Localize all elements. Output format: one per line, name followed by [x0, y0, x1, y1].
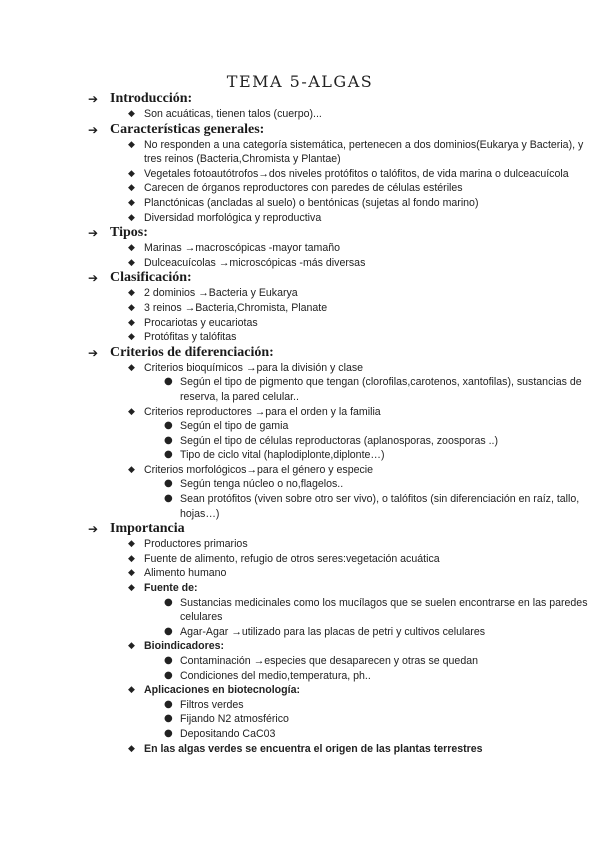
- sub-list-item-text: Según el tipo de gamia: [180, 420, 289, 433]
- section-heading: [88, 225, 588, 241]
- sub-list-item-text: Sustancias medicinales como los mucílagos que se suelen encontrarse en las paredes celulares: [180, 596, 588, 624]
- sub-list-item: [164, 434, 588, 449]
- sub-list-item: [164, 727, 588, 742]
- list-item: [128, 138, 588, 167]
- document-title: TEMA 5-ALGAS: [226, 72, 374, 91]
- list-item-text: 2 dominios →Bacteria y Eukarya: [144, 287, 298, 300]
- sub-list-item: [164, 698, 588, 713]
- sub-list: [144, 698, 588, 742]
- diamond-bullet-icon: ◆: [128, 317, 135, 328]
- sub-list-item: [164, 448, 588, 463]
- bullet-list: [88, 537, 588, 756]
- diamond-bullet-icon: ◆: [128, 539, 135, 550]
- sub-list-item: [164, 625, 588, 640]
- sub-list-item: [164, 477, 588, 492]
- list-item: [128, 316, 588, 331]
- sub-list-item-text: Según el tipo de células reproductoras (aplanosporas, zoosporas ..): [180, 434, 498, 447]
- list-item-text: Criterios reproductores →para el orden y la familia: [144, 405, 381, 418]
- section-heading-text: Criterios de diferenciación:: [110, 344, 274, 360]
- list-item: [128, 537, 588, 552]
- bullet-list: [88, 138, 588, 226]
- diamond-bullet-icon: ◆: [128, 197, 135, 208]
- list-item-text: No responden a una categoría sistemática, pertenecen a dos dominios(Eukarya y Bacteria), y tres reinos (Bacteria,Chromista y Plantae): [144, 138, 584, 166]
- diamond-bullet-icon: ◆: [128, 464, 135, 475]
- list-item-text: Son acuáticas, tienen talos (cuerpo)...: [144, 108, 322, 120]
- dot-bullet-icon: ●: [164, 625, 173, 637]
- section-heading-text: Importancia: [110, 521, 185, 537]
- section: [88, 122, 588, 226]
- sub-list-item: [164, 375, 588, 404]
- diamond-bullet-icon: ◆: [128, 406, 135, 417]
- list-item: [128, 552, 588, 567]
- section: [88, 345, 588, 522]
- diamond-bullet-icon: ◆: [128, 288, 135, 299]
- list-item-text: Procariotas y eucariotas: [144, 316, 258, 329]
- list-item-text: Dulceacuícolas →microscópicas -más diversas: [144, 256, 366, 269]
- list-item-text: Marinas →macroscópicas -mayor tamaño: [144, 242, 341, 255]
- sub-list-item-text: Según tenga núcleo o no,flagelos..: [180, 478, 344, 491]
- section-heading: [88, 345, 588, 361]
- diamond-bullet-icon: ◆: [128, 139, 135, 150]
- arrow-bullet-icon: ➔: [88, 122, 99, 137]
- section-heading-text: Características generales:: [110, 121, 265, 137]
- sub-list-item-text: Según el tipo de pigmento que tengan (clorofilas,carotenos, xantofilas), sustancias de reserva, la pared celular..: [180, 376, 582, 403]
- list-item: [128, 683, 588, 741]
- section-heading: [88, 270, 588, 286]
- sub-list-item: [164, 669, 588, 684]
- sub-list-item-text: Agar-Agar →utilizado para las placas de petri y cultivos celulares: [180, 625, 486, 638]
- dot-bullet-icon: ●: [164, 698, 173, 710]
- list-item-text: Diversidad morfológica y reproductiva: [144, 211, 322, 224]
- sub-list-item: [164, 712, 588, 727]
- list-item-text: Aplicaciones en biotecnología:: [144, 684, 300, 697]
- sub-list: [144, 654, 588, 683]
- list-item-text: Fuente de:: [144, 582, 198, 595]
- list-item: [128, 581, 588, 639]
- list-item-text: Protófitas y talófitas: [144, 331, 237, 344]
- dot-bullet-icon: ●: [164, 669, 173, 681]
- sub-list-item: [164, 654, 588, 669]
- sub-list: [144, 596, 588, 640]
- section: [88, 521, 588, 756]
- arrow-bullet-icon: ➔: [88, 92, 99, 106]
- bullet-list: [88, 286, 588, 344]
- diamond-bullet-icon: ◆: [128, 743, 135, 754]
- list-item: [128, 107, 588, 122]
- list-item: [128, 639, 588, 683]
- dot-bullet-icon: ●: [164, 493, 173, 505]
- bullet-list: [88, 241, 588, 270]
- diamond-bullet-icon: ◆: [128, 183, 135, 194]
- dot-bullet-icon: ●: [164, 434, 173, 446]
- dot-bullet-icon: ●: [164, 655, 173, 666]
- bullet-list: [88, 107, 588, 122]
- diamond-bullet-icon: ◆: [128, 168, 135, 179]
- diamond-bullet-icon: ◆: [128, 583, 135, 594]
- list-item: [128, 566, 588, 581]
- section: [88, 270, 588, 344]
- section: [88, 91, 588, 122]
- sub-list-item-text: Filtros verdes: [180, 698, 244, 711]
- list-item: [128, 361, 588, 405]
- list-item-text: Criterios morfológicos→para el género y especie: [144, 463, 374, 476]
- list-item-text: Criterios bioquímicos →para la división y clase: [144, 361, 364, 374]
- dot-bullet-icon: ●: [164, 376, 173, 388]
- list-item: [128, 241, 588, 256]
- sub-list: [144, 419, 588, 463]
- arrow-bullet-icon: ➔: [88, 345, 99, 360]
- list-item: [128, 256, 588, 271]
- section-heading-text: Tipos:: [110, 225, 148, 241]
- sub-list-item: [164, 419, 588, 434]
- sub-list-item: [164, 596, 588, 625]
- diamond-bullet-icon: ◆: [128, 641, 135, 652]
- diamond-bullet-icon: ◆: [128, 257, 135, 268]
- sub-list-item-text: Depositando CaC03: [180, 727, 276, 740]
- list-item-text: Productores primarios: [144, 538, 248, 551]
- dot-bullet-icon: ●: [164, 727, 173, 739]
- list-item: [128, 405, 588, 463]
- section-heading: [88, 91, 588, 107]
- diamond-bullet-icon: ◆: [128, 243, 135, 254]
- dot-bullet-icon: ●: [164, 420, 173, 432]
- dot-bullet-icon: ●: [164, 478, 173, 490]
- arrow-bullet-icon: ➔: [88, 522, 99, 537]
- dot-bullet-icon: ●: [164, 449, 173, 461]
- diamond-bullet-icon: ◆: [128, 109, 135, 119]
- sub-list: [144, 375, 588, 404]
- list-item: [128, 301, 588, 316]
- list-item-text: Planctónicas (ancladas al suelo) o bentónicas (sujetas al fondo marino): [144, 196, 479, 209]
- section-heading-text: Introducción:: [110, 91, 193, 106]
- diamond-bullet-icon: ◆: [128, 302, 135, 313]
- diamond-bullet-icon: ◆: [128, 362, 135, 373]
- section-heading: [88, 521, 588, 537]
- list-item: [128, 196, 588, 211]
- list-item: [128, 181, 588, 196]
- outline: [88, 91, 588, 756]
- diamond-bullet-icon: ◆: [128, 568, 135, 579]
- list-item: [128, 167, 588, 182]
- section: [88, 225, 588, 270]
- arrow-bullet-icon: ➔: [88, 226, 99, 241]
- dot-bullet-icon: ●: [164, 596, 173, 608]
- list-item-text: 3 reinos →Bacteria,Chromista, Planate: [144, 301, 328, 314]
- sub-list-item-text: Tipo de ciclo vital (haplodiplonte,diplonte…): [180, 449, 385, 462]
- list-item-text: Alimento humano: [144, 567, 227, 580]
- list-item-text: Vegetales fotoautótrofos→dos niveles protófitos o talófitos, de vida marina o dulceacuícola: [144, 167, 569, 180]
- arrow-bullet-icon: ➔: [88, 271, 99, 286]
- sub-list-item: [164, 492, 588, 521]
- sub-list-item-text: Condiciones del medio,temperatura, ph..: [180, 669, 371, 682]
- bullet-list: [88, 361, 588, 522]
- section-heading: [88, 122, 588, 138]
- section-heading-text: Clasificación:: [110, 270, 192, 286]
- sub-list-item-text: Contaminación →especies que desaparecen y otras se quedan: [180, 655, 478, 667]
- diamond-bullet-icon: ◆: [128, 332, 135, 343]
- diamond-bullet-icon: ◆: [128, 553, 135, 564]
- list-item: [128, 463, 588, 521]
- list-item-text: Bioindicadores:: [144, 640, 225, 653]
- diamond-bullet-icon: ◆: [128, 685, 135, 696]
- list-item: [128, 286, 588, 301]
- sub-list-item-text: Fijando N2 atmosférico: [180, 713, 289, 726]
- list-item: [128, 211, 588, 226]
- sub-list-item-text: Sean protófitos (viven sobre otro ser vivo), o talófitos (sin diferenciación en raíz, tallo, hojas…): [180, 493, 580, 520]
- diamond-bullet-icon: ◆: [128, 212, 135, 223]
- list-item-text: Carecen de órganos reproductores con paredes de células estériles: [144, 182, 463, 195]
- sub-list: [144, 477, 588, 521]
- list-item-text: En las algas verdes se encuentra el origen de las plantas terrestres: [144, 742, 483, 755]
- dot-bullet-icon: ●: [164, 713, 173, 725]
- list-item: [128, 742, 588, 757]
- list-item: [128, 330, 588, 345]
- list-item-text: Fuente de alimento, refugio de otros seres:vegetación acuática: [144, 552, 440, 565]
